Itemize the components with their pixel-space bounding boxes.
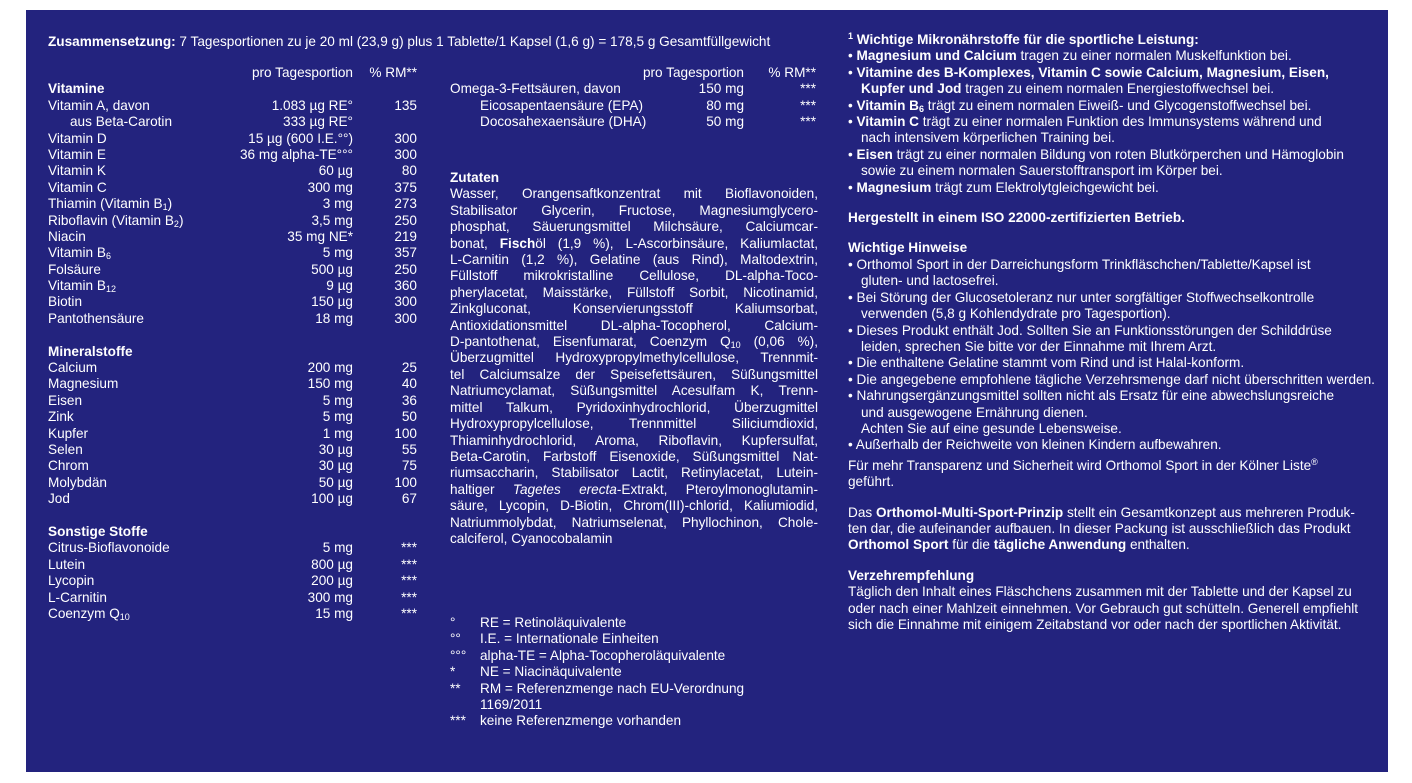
vitamins-list [48,98,423,327]
vitamin-name: Folsäure [48,261,101,277]
koelner-line: geführt. [848,474,895,490]
micro-bullet: • Vitamin C trägt zu einer normalen Funktion des Immunsystems während und [848,114,1322,130]
vitamin-row [48,229,423,245]
ingredients-line: Stabilisator Glycerin, Fructose, Magnesiumglycero- [450,202,818,218]
legend-item [450,713,818,729]
mineral-name: Zink [48,409,74,425]
legend-symbol: °° [450,631,461,647]
other-name: Citrus-Bioflavonoide [48,540,170,556]
note-bullet: und ausgewogene Ernährung dienen. [861,404,1088,420]
micro-bullet: • Magnesium und Calcium tragen zu einer normalen Muskelfunktion bei. [848,48,1292,64]
vitamin-row [48,262,423,278]
vitamin-amount: 35 mg NE* [287,228,353,244]
legend-item [450,615,818,631]
note-bullet: • Bei Störung der Glucosetoleranz nur unter sorgfältiger Stoffwechselkontrolle [848,289,1315,305]
note-bullet: leiden, sprechen Sie bitte vor der Einnahme mit Ihrem Arzt. [861,338,1217,354]
multi-line: Das Orthomol-Multi-Sport-Prinzip stellt ein Gesamtkonzept aus mehreren Produk- [848,504,1355,520]
vitamin-row [48,311,423,327]
legend-text: keine Referenzmenge vorhanden [480,713,682,729]
mineral-rm: 67 [401,491,417,507]
mineral-rm: 100 [394,474,417,490]
ingredients-line: haltiger Tagetes erecta-Extrakt, Pteroylmonoglutamin- [450,481,818,497]
legend-text: RE = Retinoläquivalente [480,615,627,630]
legend-item [450,697,818,713]
col-header-per-portion: pro Tagesportion [251,65,353,80]
note-bullet: • Außerhalb der Reichweite von kleinen Kindern aufbewahren. [848,437,1222,453]
micro-title: $^1$ Wichtige Mikronährstoffe für die sportliche Leistung: [848,31,1199,47]
omega-amount: 150 mg [698,81,744,97]
omega-rm: *** [800,81,816,97]
koelner-line: Für mehr Transparenz und Sicherheit wird Orthomol Sport in der Kölner Liste® [848,456,1318,473]
omega-name: Docosahexaensäure (DHA) [480,114,647,130]
mineral-name: Molybdän [48,474,107,490]
vitamin-amount: 5 mg [322,245,353,261]
other-name: Lutein [48,556,86,572]
vitamin-amount: 333 µg RE° [283,114,353,130]
legend-symbol: °°° [450,647,467,663]
omega-rm: *** [800,97,816,113]
omega-name: Omega-3-Fettsäuren, davon [450,81,621,97]
nutrient-table [48,65,423,622]
omega-rm: *** [800,114,816,130]
other-amount: 15 mg [315,605,353,621]
mineral-row [48,442,423,458]
minerals-title: Mineralstoffe [48,343,133,359]
other-row [48,573,423,589]
ingredients-line: Überzugmittel Hydroxypropylmethylcellulose, Trennmit- [450,350,818,366]
ingredients-text [450,186,818,547]
ingredients-line: calciferol, Cyanocobalamin [450,530,613,546]
ingredients-line: Wasser, Orangensaftkonzentrat mit Bioflavonoiden, [450,186,818,202]
vitamin-rm: 300 [394,310,417,326]
col-header-rm: % RM** [369,65,417,80]
usage-line: sich die Einnahme mit einigem Zeitabstand vor oder nach der sportlichen Aktivität. [848,617,1342,632]
legend-symbol: * [450,664,456,680]
other-amount: 5 mg [322,540,353,556]
ingredients-line: tel Calciumsalze der Speisefettsäuren, Süßungsmittel [450,366,818,382]
ingredients-line: riumsaccharin, Stabilisator Lactit, Retinylacetat, Lutein- [450,465,818,481]
other-row [48,557,423,573]
ingredients-line: Antioxidationsmittel DL-alpha-Tocopherol, Calcium- [450,317,818,333]
omega-name: Eicosapentaensäure (EPA) [480,97,643,113]
mineral-rm: 100 [394,425,417,441]
multi-line: Orthomol Sport für die tägliche Anwendung enthalten. [848,537,1190,553]
mineral-row [48,409,423,425]
vitamin-name: Thiamin (Vitamin $B_1$) [48,196,173,213]
mineral-rm: 50 [401,409,417,425]
vitamin-row [48,180,423,196]
vitamin-row [48,294,423,310]
mineral-rm: 55 [401,441,417,457]
col-header-rm-2: % RM** [768,65,816,80]
vitamin-amount: 3 mg [322,196,353,212]
micro-bullet: Kupfer und Jod tragen zu einem normalen Energiestoffwechsel bei. [861,81,1275,97]
legend-text: NE = Niacinäquivalente [480,664,622,680]
other-title: Sonstige Stoffe [48,523,148,539]
ingredients-line: Hydroxypropylcellulose, Trennmittel Siliciumdioxid, [450,416,818,432]
mineral-row [48,393,423,409]
other-row [48,540,423,556]
ingredients-line: Natriumcyclamat, Süßungsmittel Acesulfam K, Trenn- [450,383,818,399]
iso-line: Hergestellt in einem ISO 22000-zertifizierten Betrieb. [848,210,1185,226]
note-bullet: • Nahrungsergänzungsmittel sollten nicht als Ersatz für eine abwechslungsreiche [848,388,1335,404]
vitamin-rm: 273 [394,196,417,212]
vitamin-rm: 300 [394,130,417,146]
vitamin-name: aus Beta-Carotin [70,114,173,130]
vitamin-rm: 360 [394,278,417,294]
omega-row [450,114,818,130]
mineral-name: Eisen [48,392,83,408]
legend-item [450,664,818,680]
multi-sport-text [848,505,1378,554]
composition-line [48,34,770,50]
vitamin-amount: 9 µg [326,278,353,294]
vitamin-amount: 150 µg [311,294,353,310]
vitamin-row [48,131,423,147]
mineral-row [48,360,423,376]
ingredients-line: säure, Lycopin, D-Biotin, Chrom(III)-chlorid, Kaliumiodid, [450,498,818,514]
vitamin-name: Biotin [48,294,83,310]
other-amount: 200 µg [311,573,353,589]
other-rm: *** [401,589,417,605]
vitamin-rm: 250 [394,212,417,228]
usage-text [848,584,1378,633]
ingredients-line: Thiaminhydrochlorid, Aroma, Riboflavin, Kupfersulfat, [450,432,818,448]
ingredients-line: bonat, Fischöl (1,9 %), L-Ascorbinsäure, Kaliumlactat, [450,235,819,251]
other-name: Lycopin [48,573,95,589]
micro-bullet: sowie zu einem normalen Sauerstofftransport im Körper bei. [861,163,1223,179]
mineral-row [48,458,423,474]
other-name: Coenzym $Q_{10}$ [48,605,130,622]
other-list [48,540,423,622]
usage-line: Täglich den Inhalt eines Fläschchens zusammen mit der Tablette und der Kapsel zu [848,584,1352,600]
legend-symbol: ** [450,680,461,696]
ingredients-line: L-Carnitin (1,2 %), Gelatine (aus Rind), Maltodextrin, [450,252,818,268]
vitamin-amount: 60 µg [318,163,353,179]
ingredients-line: Füllstoff mikrokristalline Cellulose, DL-alpha-Toco- [450,268,818,284]
legend-symbol: ° [450,615,456,630]
omega-amount: 50 mg [706,114,744,130]
micro-bullet: nach intensivem körperlichen Training bei. [861,130,1115,146]
vitamin-row [48,213,423,229]
omega-row [450,98,818,114]
legend-symbol: *** [450,713,466,729]
vitamin-row [48,245,423,261]
note-bullet: verwenden (5,8 g Kohlendydrate pro Tagesportion). [861,306,1171,322]
mineral-name: Jod [48,491,70,507]
vitamin-name: Vitamin $B_{12}$ [48,278,116,295]
usage-line: oder nach einer Mahlzeit einnehmen. Vor Gebrauch gut schütteln. Generell empfiehlt [848,600,1359,616]
usage-title: Verzehrempfehlung [848,567,975,583]
label-panel [26,10,1388,772]
vitamin-rm: 357 [394,245,417,261]
legend-text: alpha-TE = Alpha-Tocopheroläquivalente [480,647,726,663]
legend-item [450,681,818,697]
mineral-row [48,376,423,392]
ingredients-line: phosphat, Säuerungsmittel Milchsäure, Calciumcar- [450,219,818,235]
mineral-amount: 5 mg [322,392,353,408]
ingredients-line: mittel Talkum, Pyridoxinhydrochlorid, Überzugmittel [450,399,818,415]
micro-bullets [848,48,1378,196]
vitamin-row [48,98,423,114]
mineral-amount: 30 µg [318,458,353,474]
omega-header-row [450,65,818,81]
vitamin-name: Vitamin D [48,130,107,146]
table-header-row [48,65,423,81]
mineral-name: Magnesium [48,376,119,392]
vitamin-row [48,278,423,294]
vitamin-row [48,114,423,130]
vitamin-name: Vitamin K [48,163,106,179]
vitamin-row [48,147,423,163]
other-rm: *** [401,605,417,621]
mineral-rm: 40 [401,376,417,392]
note-bullet: • Die angegebene empfohlene tägliche Verzehrsmenge darf nicht überschritten werden. [848,371,1375,387]
note-bullet: • Die enthaltene Gelatine stammt vom Rind und ist Halal-konform. [848,355,1245,371]
vitamin-name: Vitamin C [48,179,107,195]
mineral-amount: 1 mg [322,425,353,441]
other-rm: *** [401,556,417,572]
other-amount: 800 µg [311,556,353,572]
koelner-text [848,458,1378,491]
mineral-rm: 25 [401,360,417,376]
omega-amount: 80 mg [706,97,744,113]
vitamin-row [48,163,423,179]
mineral-amount: 200 mg [307,360,353,376]
legend-text: RM = Referenzmenge nach EU-Verordnung [480,680,745,696]
mineral-rm: 75 [401,458,417,474]
legend-text: 1169/2011 [480,696,543,712]
omega-table [450,65,818,131]
mineral-name: Selen [48,441,83,457]
mineral-name: Kupfer [48,425,89,441]
micro-bullet: • Eisen trägt zu einer normalen Bildung von roten Blutkörperchen und Hämoglobin [848,146,1344,162]
vitamin-name: Vitamin A, davon [48,97,150,113]
ingredients-title: Zutaten [450,170,500,185]
vitamin-rm: 375 [394,179,417,195]
vitamins-title: Vitamine [48,81,105,97]
vitamin-rm: 300 [394,294,417,310]
mineral-name: Calcium [48,360,98,376]
ingredients-line: Beta-Carotin, Farbstoff Eisenoxide, Süßungsmittel Nat- [450,448,818,464]
mineral-rm: 36 [401,392,417,408]
vitamin-amount: 18 mg [315,310,353,326]
vitamin-rm: 219 [394,228,417,244]
ingredients-line: Natriummolybdat, Natriumselenat, Phyllochinon, Chole- [450,514,818,530]
vitamin-name: Niacin [48,228,86,244]
composition-text: 7 Tagesportionen zu je 20 ml (23,9 g) plus 1 Tablette/1 Kapsel (1,6 g) = 178,5 g Gesamtfüllgewicht [175,34,771,49]
other-rm: *** [401,540,417,556]
right-column [848,32,1378,633]
mineral-amount: 50 µg [318,474,353,490]
ingredients-block [450,170,818,547]
legend-item [450,648,818,664]
vitamin-name: Pantothensäure [48,310,144,326]
note-bullet: • Dieses Produkt enthält Jod. Sollten Sie an Funktionsstörungen der Schilddrüse [848,322,1332,338]
micro-bullet: • Vitamin $B_6$ trägt zu einem normalen Eiweiß- und Glycogenstoffwechsel bei. [848,97,1312,114]
other-rm: *** [401,573,417,589]
vitamin-name: Riboflavin (Vitamin $B_2$) [48,212,184,229]
vitamin-rm: 80 [401,163,417,179]
vitamin-amount: 3,5 mg [311,212,353,228]
col-header-per-portion-2: pro Tagesportion [642,65,744,80]
minerals-list [48,360,423,508]
notes-bullets [848,257,1378,454]
ingredients-line: Zinkgluconat, Konservierungsstoff Kaliumsorbat, [450,301,818,317]
mineral-amount: 30 µg [318,441,353,457]
note-bullet: Achten Sie auf eine gesunde Lebensweise. [861,420,1122,436]
micro-bullet: • Vitamine des B-Komplexes, Vitamin C sowie Calcium, Magnesium, Eisen, [848,64,1329,80]
mineral-row [48,426,423,442]
omega-list [450,81,818,130]
note-bullet: gluten- und lactosefrei. [861,273,999,289]
vitamin-rm: 300 [394,146,417,162]
vitamin-rm: 135 [394,97,417,113]
mineral-name: Chrom [48,458,89,474]
other-row [48,590,423,606]
multi-line: ten dar, die aufeinander aufbauen. In dieser Packung ist ausschließlich das Produkt [848,520,1351,536]
ingredients-line: D-pantothenat, Eisenfumarat, Coenzym $Q_{10}$ (0,06 %), [450,334,818,351]
vitamin-name: Vitamin E [48,146,106,162]
vitamin-amount: 500 µg [311,261,353,277]
vitamin-amount: 36 mg alpha-TE°°° [239,146,353,162]
omega-row [450,81,818,97]
mineral-amount: 5 mg [322,409,353,425]
legend-text: I.E. = Internationale Einheiten [480,631,659,647]
other-name: L-Carnitin [48,589,107,605]
note-bullet: • Orthomol Sport in der Darreichungsform Trinkfläschchen/Tablette/Kapsel ist [848,256,1311,272]
notes-title: Wichtige Hinweise [848,240,968,256]
vitamin-amount: 300 mg [307,179,353,195]
mineral-amount: 150 mg [307,376,353,392]
ingredients-line: pherylacetat, Maisstärke, Füllstoff Sorbit, Nicotinamid, [450,284,818,300]
micro-bullet: • Magnesium trägt zum Elektrolytgleichgewicht bei. [848,179,1159,195]
mineral-row [48,475,423,491]
other-row [48,606,423,622]
other-amount: 300 mg [307,589,353,605]
legend [450,615,818,730]
vitamin-amount: 1.083 µg RE° [271,97,353,113]
vitamin-name: Vitamin $B_6$ [48,245,111,262]
vitamin-row [48,196,423,212]
vitamin-amount: 15 µg (600 I.E.°°) [248,130,353,146]
mineral-row [48,491,423,507]
vitamin-rm: 250 [394,261,417,277]
composition-label: Zusammensetzung: [48,34,176,49]
mineral-amount: 100 µg [311,491,353,507]
legend-item [450,631,818,647]
